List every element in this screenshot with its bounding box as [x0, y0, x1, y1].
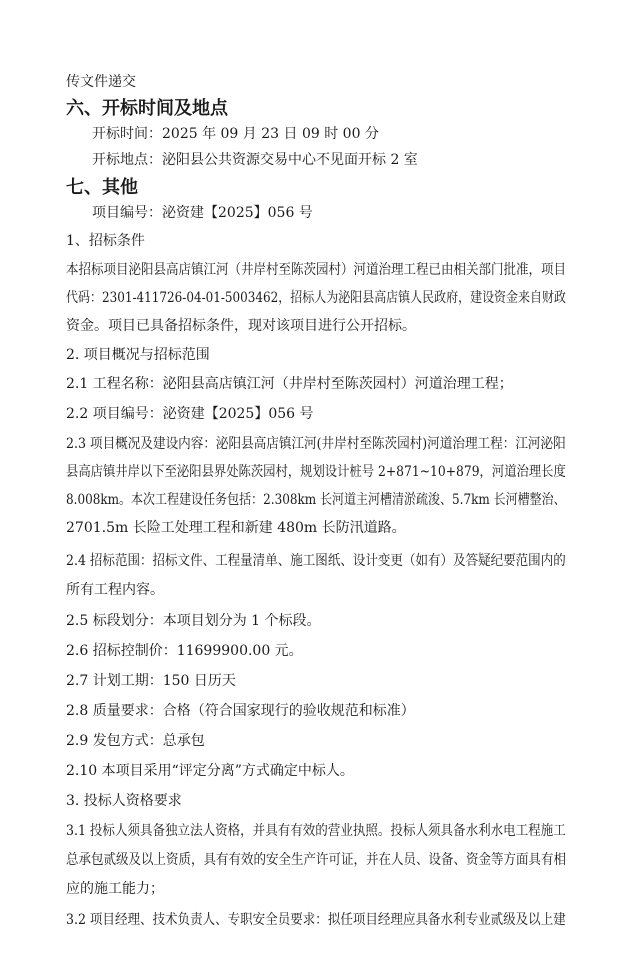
text-line: 总承包贰级及以上资质，具有有效的安全生产许可证，并在人员、设备、资金等方面具有相 [66, 852, 566, 868]
text-line: 2.7 计划工期：150 日历天 [66, 673, 236, 689]
text-line: 2.5 标段划分：本项目划分为 1 个标段。 [66, 613, 321, 629]
section-heading: 七、其他 [66, 177, 138, 198]
text-line: 2.3 项目概况及建设内容：泌阳县高店镇江河(井岸村至陈茨园村)河道治理工程：江河泌阳 [66, 436, 566, 452]
text-line: 传文件递交 [66, 74, 136, 90]
text-line: 2.8 质量要求：合格（符合国家现行的验收规范和标准） [66, 703, 415, 719]
text-line: 3.1 投标人须具备独立法人资格，并具有有效的营业执照。投标人须具备水利水电工程施工 [66, 823, 566, 839]
text-line: 项目编号：泌资建【2025】056 号 [92, 205, 313, 221]
text-line: 3.2 项目经理、技术负责人、专职安全员要求：拟任项目经理应具备水利专业贰级及以上建 [66, 912, 566, 928]
text-line: 2.10 本项目采用“评定分离”方式确定中标人。 [66, 763, 354, 779]
text-line: 8.008km。本次工程建设任务包括：2.308km 长河道主河槽清淤疏浚、5.7km 长河槽整治、 [66, 492, 566, 508]
text-line: 2.6 招标控制价：11699900.00 元。 [66, 643, 303, 659]
text-line: 资金。项目已具备招标条件，现对该项目进行公开招标。 [66, 318, 416, 334]
text-line: 开标时间：2025 年 09 月 23 日 09 时 00 分 [92, 126, 379, 142]
text-line: 1、招标条件 [66, 233, 145, 249]
text-line: 代码：2301-411726-04-01-5003462，招标人为泌阳县高店镇人民政府，建设资金来自财政 [66, 290, 566, 306]
text-line: 2.1 工程名称：泌阳县高店镇江河（井岸村至陈茨园村）河道治理工程； [66, 376, 513, 392]
text-line: 应的施工能力； [66, 881, 164, 897]
text-line: 2701.5m 长险工处理工程和新建 480m 长防汛道路。 [66, 520, 406, 536]
text-line: 2.4 招标范围：招标文件、工程量清单、施工图纸、设计变更（如有）及答疑纪要范围内的 [66, 553, 566, 569]
text-line: 本招标项目泌阳县高店镇江河（井岸村至陈茨园村）河道治理工程已由相关部门批准，项目 [66, 262, 566, 278]
text-line: 2.9 发包方式：总承包 [66, 733, 205, 749]
text-line: 2.2 项目编号：泌资建【2025】056 号 [66, 406, 314, 422]
text-line: 所有工程内容。 [66, 582, 164, 598]
section-heading: 六、开标时间及地点 [66, 98, 228, 119]
text-line: 县高店镇井岸以下至泌阳县界处陈茨园村，规划设计桩号 2+871~10+879，河道治理长度 [66, 464, 566, 480]
text-line: 3. 投标人资格要求 [66, 793, 182, 809]
text-line: 2. 项目概况与招标范围 [66, 347, 210, 363]
text-line: 开标地点：泌阳县公共资源交易中心不见面开标 2 室 [92, 152, 418, 168]
